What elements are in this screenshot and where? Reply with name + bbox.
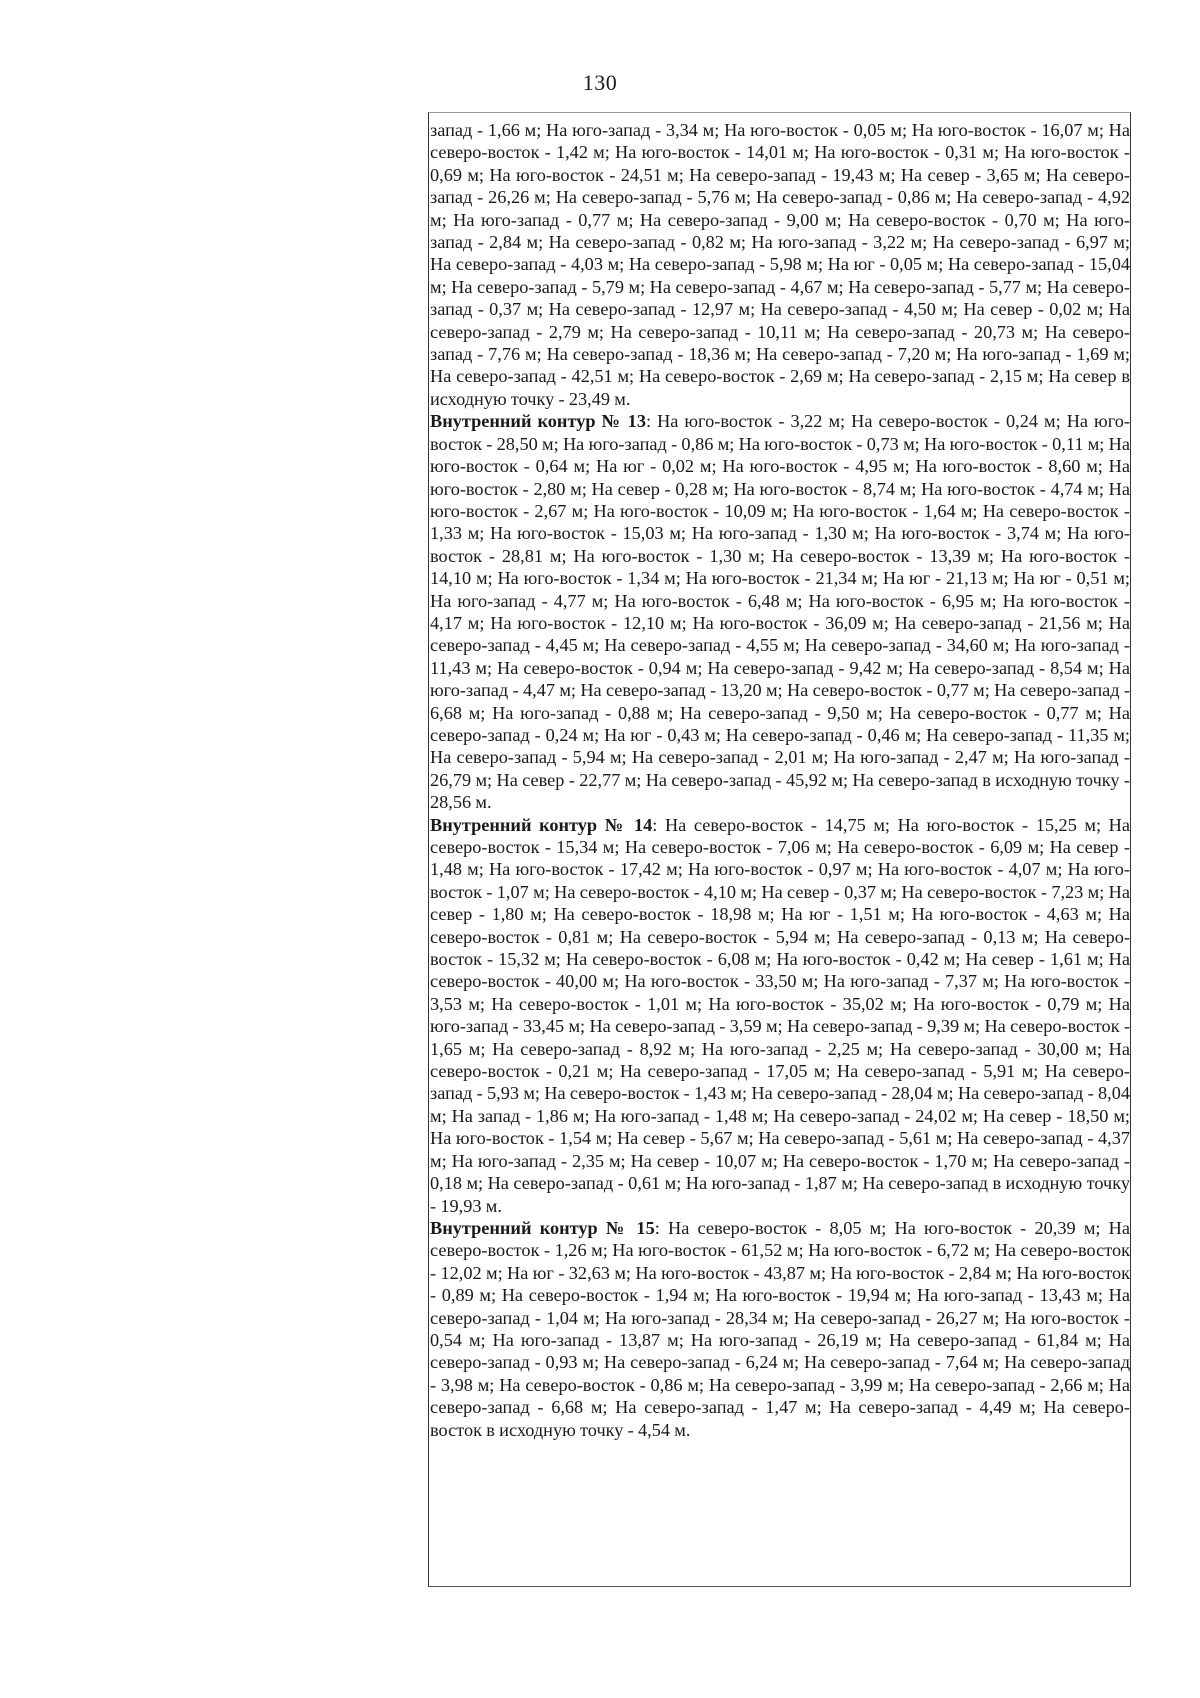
contour-15-paragraph	[430, 1217, 1130, 1441]
contour-13-label: Внутренний контур № 13	[430, 411, 646, 432]
contour-14-paragraph	[430, 814, 1130, 1217]
contour-13-paragraph	[430, 410, 1130, 813]
contour-14-label: Внутренний контур № 14	[430, 814, 653, 835]
contour-15-text: : На северо-восток - 8,05 м; На юго-восток - 20,39 м; На северо-восток - 1,26 м; На юго-восток - 61,52 м; На юго-восток - 6,72 м; На северо-восток - 12,02 м; На юг - 32,63 м; На юго-восток - 43,87 м; На юго-восток - 2,84 м; На юго-восток - 0,89 м; На северо-восток - 1,94 м; На юго-восток - 19,94 м; На юго-запад - 13,43 м; На северо-запад - 1,04 м; На юго-запад - 28,34 м; На северо-запад - 26,27 м; На юго-восток - 0,54 м; На юго-запад - 13,87 м; На юго-запад - 26,19 м; На северо-запад - 61,84 м; На северо-запад - 0,93 м; На северо-запад - 6,24 м; На северо-запад - 7,64 м; На северо-запад - 3,98 м; На северо-восток - 0,86 м; На северо-запад - 3,99 м; На северо-запад - 2,66 м; На северо-запад - 6,68 м; На северо-запад - 1,47 м; На северо-запад - 4,49 м; На северо-восток в исходную точку - 4,54 м.	[430, 1217, 1130, 1440]
contour-14-text: : На северо-восток - 14,75 м; На юго-восток - 15,25 м; На северо-восток - 15,34 м; На северо-восток - 7,06 м; На северо-восток - 6,09 м; На север - 1,48 м; На юго-восток - 17,42 м; На юго-восток - 0,97 м; На юго-восток - 4,07 м; На юго-восток - 1,07 м; На северо-восток - 4,10 м; На север - 0,37 м; На северо-восток - 7,23 м; На север - 1,80 м; На северо-восток - 18,98 м; На юг - 1,51 м; На юго-восток - 4,63 м; На северо-восток - 0,81 м; На северо-восток - 5,94 м; На северо-запад - 0,13 м; На северо-восток - 15,32 м; На северо-восток - 6,08 м; На юго-восток - 0,42 м; На север - 1,61 м; На северо-восток - 40,00 м; На юго-восток - 33,50 м; На юго-запад - 7,37 м; На юго-восток - 3,53 м; На северо-восток - 1,01 м; На юго-восток - 35,02 м; На юго-восток - 0,79 м; На юго-запад - 33,45 м; На северо-запад - 3,59 м; На северо-запад - 9,39 м; На северо-восток - 1,65 м; На северо-запад - 8,92 м; На юго-запад - 2,25 м; На северо-запад - 30,00 м; На северо-восток - 0,21 м; На северо-запад - 17,05 м; На северо-запад - 5,91 м; На северо-запад - 5,93 м; На северо-восток - 1,43 м; На северо-запад - 28,04 м; На северо-запад - 8,04 м; На запад - 1,86 м; На юго-запад - 1,48 м; На северо-запад - 24,02 м; На север - 18,50 м; На юго-восток - 1,54 м; На север - 5,67 м; На северо-запад - 5,61 м; На северо-запад - 4,37 м; На юго-запад - 2,35 м; На север - 10,07 м; На северо-восток - 1,70 м; На северо-запад - 0,18 м; На северо-запад - 0,61 м; На юго-запад - 1,87 м; На северо-запад в исходную точку - 19,93 м.	[430, 814, 1130, 1216]
contour-15-label: Внутренний контур № 15	[430, 1217, 655, 1238]
continuation-paragraph: запад - 1,66 м; На юго-запад - 3,34 м; На юго-восток - 0,05 м; На юго-восток - 16,07 м; На северо-восток - 1,42 м; На юго-восток - 14,01 м; На юго-восток - 0,31 м; На юго-восток - 0,69 м; На юго-восток - 24,51 м; На северо-запад - 19,43 м; На север - 3,65 м; На северо-запад - 26,26 м; На северо-запад - 5,76 м; На северо-запад - 0,86 м; На северо-запад - 4,92 м; На юго-запад - 0,77 м; На северо-запад - 9,00 м; На северо-восток - 0,70 м; На юго-запад - 2,84 м; На северо-запад - 0,82 м; На юго-запад - 3,22 м; На северо-запад - 6,97 м; На северо-запад - 4,03 м; На северо-запад - 5,98 м; На юг - 0,05 м; На северо-запад - 15,04 м; На северо-запад - 5,79 м; На северо-запад - 4,67 м; На северо-запад - 5,77 м; На северо-запад - 0,37 м; На северо-запад - 12,97 м; На северо-запад - 4,50 м; На север - 0,02 м; На северо-запад - 2,79 м; На северо-запад - 10,11 м; На северо-запад - 20,73 м; На северо-запад - 7,76 м; На северо-запад - 18,36 м; На северо-запад - 7,20 м; На юго-запад - 1,69 м; На северо-запад - 42,51 м; На северо-восток - 2,69 м; На северо-запад - 2,15 м; На север в исходную точку - 23,49 м.	[430, 120, 1130, 409]
document-text-block	[428, 112, 1131, 1587]
page-number: 130	[582, 70, 618, 95]
contour-13-text: : На юго-восток - 3,22 м; На северо-восток - 0,24 м; На юго-восток - 28,50 м; На юго-запад - 0,86 м; На юго-восток - 0,73 м; На юго-восток - 0,11 м; На юго-восток - 0,64 м; На юг - 0,02 м; На юго-восток - 4,95 м; На юго-восток - 8,60 м; На юго-восток - 2,80 м; На север - 0,28 м; На юго-восток - 8,74 м; На юго-восток - 4,74 м; На юго-восток - 2,67 м; На юго-восток - 10,09 м; На юго-восток - 1,64 м; На северо-восток - 1,33 м; На юго-восток - 15,03 м; На юго-запад - 1,30 м; На юго-восток - 3,74 м; На юго-восток - 28,81 м; На юго-восток - 1,30 м; На северо-восток - 13,39 м; На юго-восток - 14,10 м; На юго-восток - 1,34 м; На юго-восток - 21,34 м; На юг - 21,13 м; На юг - 0,51 м; На юго-запад - 4,77 м; На юго-восток - 6,48 м; На юго-восток - 6,95 м; На юго-восток - 4,17 м; На юго-восток - 12,10 м; На юго-восток - 36,09 м; На северо-запад - 21,56 м; На северо-запад - 4,45 м; На северо-запад - 4,55 м; На северо-запад - 34,60 м; На юго-запад - 11,43 м; На северо-восток - 0,94 м; На северо-запад - 9,42 м; На северо-запад - 8,54 м; На юго-запад - 4,47 м; На северо-запад - 13,20 м; На северо-восток - 0,77 м; На северо-запад - 6,68 м; На юго-запад - 0,88 м; На северо-запад - 9,50 м; На северо-восток - 0,77 м; На северо-запад - 0,24 м; На юг - 0,43 м; На северо-запад - 0,46 м; На северо-запад - 11,35 м; На северо-запад - 5,94 м; На северо-запад - 2,01 м; На юго-запад - 2,47 м; На юго-запад - 26,79 м; На север - 22,77 м; На северо-запад - 45,92 м; На северо-запад в исходную точку - 28,56 м.	[430, 411, 1130, 813]
